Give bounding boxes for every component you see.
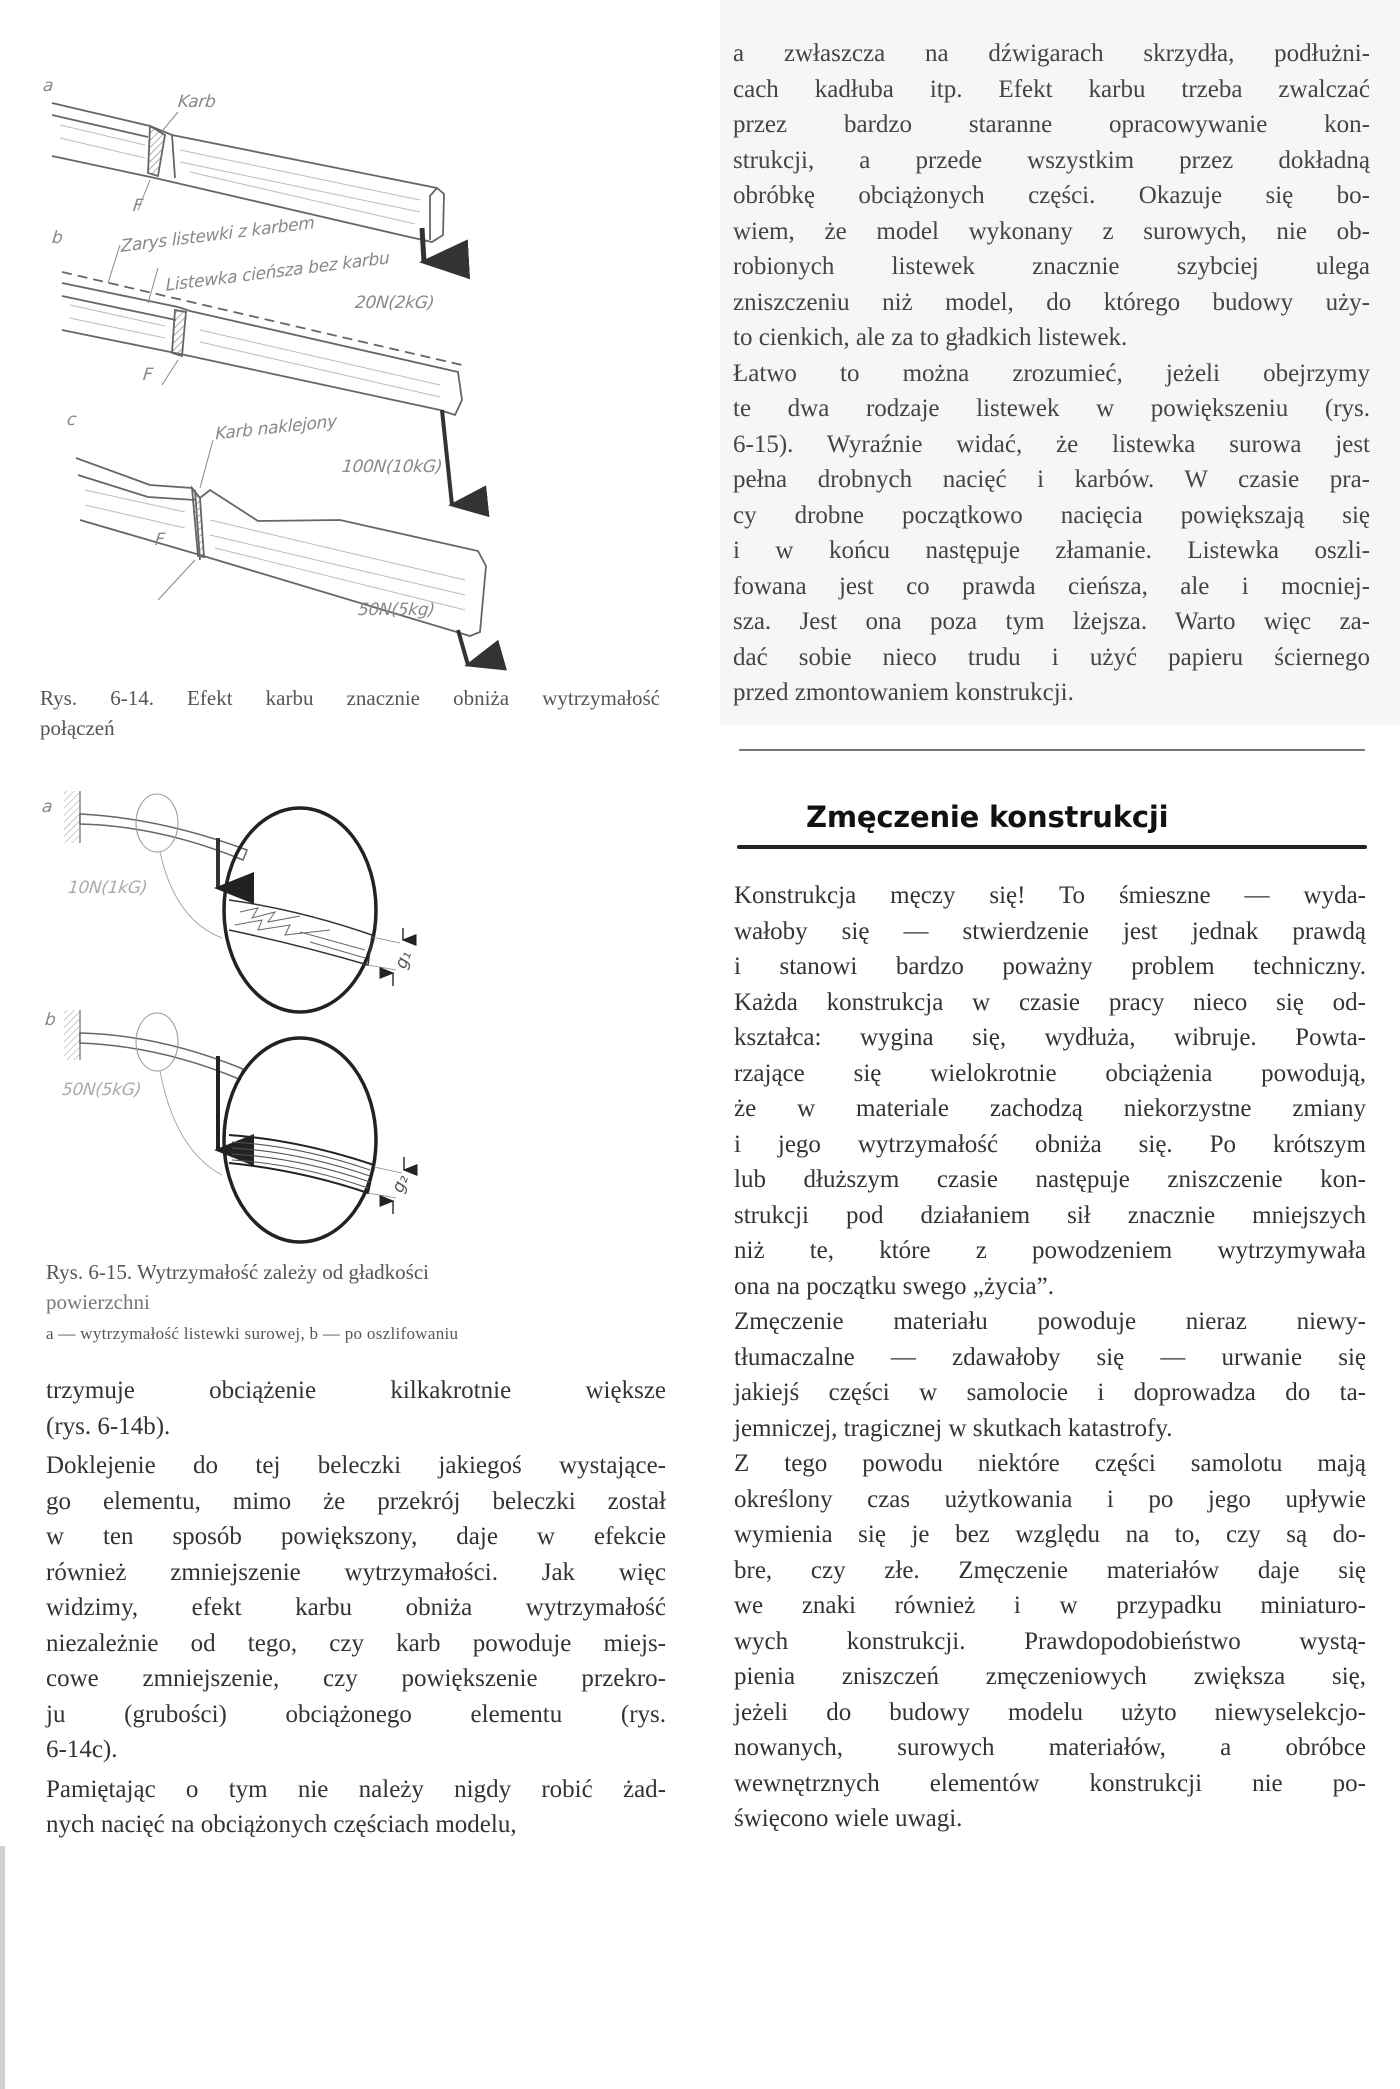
label-listewka-ciensza: Listewka cieńsza bez karbu — [165, 248, 390, 296]
text-line: cowe zmniejszenie, czy powiększenie przekro- — [46, 1665, 666, 1692]
text-line: Zmęczenie materiału powoduje nieraz niewy- — [734, 1308, 1366, 1335]
label-karb-naklejony: Karb naklejony — [215, 411, 337, 445]
label-load-b: 100N(10kG) — [340, 457, 444, 477]
caption-line: powierzchni — [46, 1290, 150, 1314]
figure-6-14 — [0, 0, 700, 680]
text-line: nych nacięć na obciążonych częściach modelu, — [46, 1811, 517, 1838]
label-thickness-b: g₂ — [388, 1172, 413, 1196]
text-line: Łatwo to można zrozumieć, jeżeli obejrzymy — [733, 359, 1370, 387]
text-line: dać sobie nieco trudu i użyć papieru ściernego — [733, 643, 1370, 671]
figure-6-15 — [0, 780, 700, 1250]
text-line: we znaki również i w przypadku miniaturo- — [734, 1592, 1366, 1619]
text-line: jeżeli do budowy modelu użyto niewyselekcjo- — [734, 1698, 1366, 1726]
figure-6-15-subcaption: a — wytrzymałość listewki surowej, b — po oszlifowaniu — [46, 1324, 459, 1343]
section-divider — [739, 749, 1365, 751]
panel-label-a: a — [41, 76, 55, 96]
text-line: kształca: wygina się, wydłuża, wibruje. Powta- — [734, 1024, 1366, 1051]
label-load-b: 50N(5kG) — [60, 1080, 143, 1100]
figure-6-14-caption — [40, 683, 660, 743]
section-body-text — [734, 878, 1366, 1837]
text-line: wałoby się — stwierdzenie jest jednak prawdą — [734, 917, 1366, 945]
load-arrow-a — [422, 228, 424, 262]
text-line: Z tego powodu niektóre części samolotu mają — [734, 1450, 1366, 1477]
label-load-c: 50N(5kg) — [356, 600, 436, 620]
text-line: również zmniejszenie wytrzymałości. Jak więc — [46, 1558, 666, 1586]
text-line: Konstrukcja męczy się! To śmieszne — wyda- — [734, 882, 1366, 909]
cantilever-b — [64, 1010, 404, 1242]
text-line: tłumaczalne — zdawałoby się — urwanie się — [734, 1343, 1366, 1371]
text-line: cy drobne początkowo nacięcia powiększają się — [733, 501, 1370, 529]
paragraph — [46, 1772, 666, 1843]
text-line: Doklejenie do tej beleczki jakiegoś wystające- — [46, 1452, 666, 1479]
load-arrow-b — [442, 410, 452, 505]
text-line: widzimy, efekt karbu obniża wytrzymałość — [46, 1594, 666, 1621]
paragraph — [734, 878, 1366, 1304]
paragraph — [46, 1448, 666, 1768]
text-line: Pamiętając o tym nie należy nigdy robić żad- — [46, 1775, 666, 1803]
text-line: bre, czy złe. Zmęczenie materiałów daje się — [734, 1556, 1366, 1584]
text-line: jemniczej, tragicznej w skutkach katastrofy. — [734, 1414, 1173, 1442]
text-line: (rys. 6-14b). — [46, 1412, 171, 1440]
label-load-a: 20N(2kG) — [353, 293, 436, 313]
paragraph — [733, 36, 1370, 356]
panel-label-b: b — [43, 1010, 57, 1030]
scan-edge-strip — [0, 1846, 5, 2089]
panel-label-c: c — [65, 410, 78, 430]
text-line: ona na początku swego „życia”. — [734, 1272, 1054, 1300]
cantilever-a — [64, 791, 403, 1012]
paragraph — [734, 1446, 1366, 1837]
text-line: zniszczeniu niż model, do którego budowy uży- — [733, 288, 1370, 316]
text-line: trzymuje obciążenie kilkakrotnie większe — [46, 1377, 666, 1404]
right-column-top-text — [733, 36, 1370, 711]
figure-6-14-drawing — [0, 0, 700, 680]
text-line: jakiejś części w samolocie i doprowadza do ta- — [734, 1379, 1366, 1406]
text-line: robionych listewek znacznie szybciej ulega — [733, 253, 1370, 280]
paragraph — [734, 1304, 1366, 1446]
text-line: pienia zniszczeń zmęczeniowych zwiększa się, — [734, 1663, 1366, 1690]
text-line: i w końcu następuje złamanie. Listewka oszli- — [733, 537, 1370, 564]
paragraph — [733, 356, 1370, 711]
text-line: te dwa rodzaje listewek w powiększeniu (rys. — [733, 395, 1370, 422]
label-karb: Karb — [176, 92, 217, 112]
text-line: święcono wiele uwagi. — [734, 1805, 963, 1832]
text-line: rzające się wielokrotnie obciążenia powodują, — [734, 1059, 1366, 1087]
text-line: określony czas użytkowania i po jego upływie — [734, 1485, 1366, 1513]
text-line: lub dłuższym czasie następuje zniszczenie kon- — [734, 1166, 1366, 1193]
panel-label-b: b — [50, 228, 64, 248]
text-line: 6-15). Wyraźnie widać, że listewka surowa jest — [733, 430, 1370, 458]
text-line: go elementu, mimo że przekrój beleczki został — [46, 1487, 666, 1515]
text-line: ju (grubości) obciążonego elementu (rys. — [46, 1700, 666, 1728]
label-f-c: F — [153, 530, 166, 550]
caption-line: Rys. 6-15. Wytrzymałość zależy od gładkości — [46, 1260, 429, 1284]
figure-6-15-drawing — [0, 780, 700, 1250]
left-column-bottom-text — [46, 1373, 666, 1843]
label-f-b: F — [141, 365, 154, 385]
caption-line: połączeń — [40, 716, 115, 740]
text-line: to cienkich, ale za to gładkich listewek. — [733, 324, 1128, 351]
text-line: sza. Jest ona poza tym lżejsza. Warto więc za- — [733, 608, 1370, 635]
text-line: i jego wytrzymałość obniża się. Po krótszym — [734, 1130, 1366, 1158]
text-line: przed zmontowaniem konstrukcji. — [733, 679, 1074, 706]
panel-label-a: a — [40, 797, 54, 817]
text-line: strukcji, a przede wszystkim przez dokładną — [733, 146, 1370, 174]
label-load-a: 10N(1kG) — [66, 878, 149, 898]
text-line: pełna drobnych nacięć i karbów. W czasie pra- — [733, 466, 1370, 493]
text-line: fowana jest co prawda cieńsza, ale i mocniej- — [733, 572, 1370, 600]
label-zarys: Zarys listewki z karbem — [120, 213, 315, 257]
text-line: cach kadłuba itp. Efekt karbu trzeba zwalczać — [733, 75, 1370, 103]
text-line: i stanowi bardzo poważny problem techniczny. — [734, 953, 1366, 980]
text-line: że w materiale zachodzą niekorzystne zmiany — [734, 1095, 1366, 1122]
heading-underline — [737, 845, 1367, 849]
text-line: niezależnie od tego, czy karb powoduje miejs- — [46, 1629, 666, 1657]
paragraph — [46, 1373, 666, 1444]
label-f-a: F — [131, 196, 144, 216]
text-line: strukcji pod działaniem sił znacznie mniejszych — [734, 1201, 1366, 1229]
text-line: wych konstrukcji. Prawdopodobieństwo wystą- — [734, 1627, 1366, 1655]
figure-6-15-caption — [46, 1257, 666, 1349]
text-line: niż te, które z powodzeniem wytrzymywała — [734, 1237, 1366, 1264]
text-line: wiem, że model wykonany z surowych, nie ob- — [733, 217, 1370, 245]
text-line: przez bardzo staranne opracowywanie kon- — [733, 111, 1370, 138]
text-line: w ten sposób powiększony, daje w efekcie — [46, 1523, 666, 1550]
section-heading: Zmęczenie konstrukcji — [806, 800, 1169, 834]
caption-line: Rys. 6-14. Efekt karbu znacznie obniża wytrzymałość — [40, 686, 660, 710]
text-line: obróbkę obciążonych części. Okazuje się bo- — [733, 182, 1370, 209]
label-thickness-a: g₁ — [391, 948, 416, 972]
text-line: 6-14c). — [46, 1736, 118, 1763]
text-line: a zwłaszcza na dźwigarach skrzydła, podłużni- — [733, 40, 1370, 67]
text-line: wymienia się je bez względu na to, czy są do- — [734, 1521, 1366, 1548]
text-line: Każda konstrukcja w czasie pracy nieco się od- — [734, 988, 1366, 1016]
text-line: wewnętrznych elementów konstrukcji nie po- — [734, 1769, 1366, 1797]
text-line: nowanych, surowych materiałów, a obróbce — [734, 1734, 1366, 1761]
